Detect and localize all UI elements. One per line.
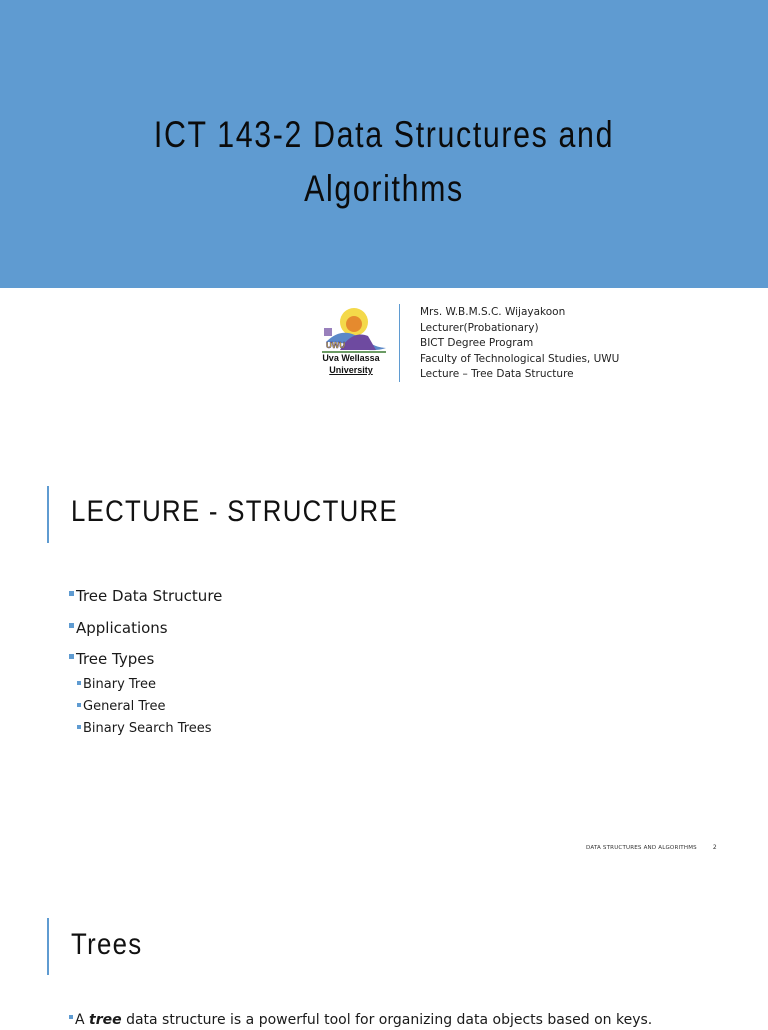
title-banner bbox=[0, 0, 768, 288]
slide-title bbox=[69, 108, 699, 216]
paragraph: A tree data structure is a powerful tool for organizing data objects based on keys. bbox=[69, 1010, 652, 1030]
author-faculty: Faculty of Technological Studies, UWU bbox=[420, 352, 620, 365]
list-item: Tree Data Structure bbox=[69, 580, 222, 612]
page-number: 2 bbox=[712, 844, 717, 851]
section-title: Trees bbox=[71, 928, 143, 961]
author-info bbox=[420, 305, 619, 383]
list-item: Applications bbox=[69, 612, 222, 644]
lecture-topic: Lecture – Tree Data Structure bbox=[420, 368, 574, 380]
bullet-icon bbox=[69, 591, 74, 596]
vertical-divider bbox=[399, 304, 400, 382]
bullet-icon bbox=[69, 1015, 73, 1019]
bullet-icon bbox=[69, 623, 74, 628]
bullet-icon bbox=[77, 681, 81, 685]
sub-list-item: General Tree bbox=[77, 696, 222, 718]
slide-footer bbox=[586, 844, 717, 851]
author-block bbox=[318, 300, 648, 390]
sub-list-item: Binary Tree bbox=[77, 674, 222, 696]
university-name-line1: Uva Wellassa bbox=[322, 353, 380, 363]
university-name bbox=[318, 352, 384, 376]
bullet-icon bbox=[69, 654, 74, 659]
author-name: Mrs. W.B.M.S.C. Wijayakoon bbox=[420, 306, 566, 318]
section-title: LECTURE - STRUCTURE bbox=[71, 495, 398, 528]
slide-title-line2: Algorithms bbox=[304, 168, 464, 209]
university-name-line2: University bbox=[329, 365, 373, 375]
footer-text: DATA STRUCTURES AND ALGORITHMS bbox=[586, 845, 697, 851]
list-item: Tree Types bbox=[69, 644, 222, 674]
author-program: BICT Degree Program bbox=[420, 337, 534, 349]
bullet-icon bbox=[77, 725, 81, 729]
title-accent-bar bbox=[47, 918, 49, 975]
bullet-icon bbox=[77, 703, 81, 707]
bullet-list bbox=[69, 580, 222, 740]
slide-title-line1: ICT 143-2 Data Structures and bbox=[153, 114, 615, 155]
sub-list-item: Binary Search Trees bbox=[77, 718, 222, 740]
logo-mark: UWU bbox=[326, 341, 346, 350]
title-accent-bar bbox=[47, 486, 49, 543]
author-position: Lecturer(Probationary) bbox=[420, 321, 539, 334]
emphasis-term: tree bbox=[89, 1012, 122, 1028]
